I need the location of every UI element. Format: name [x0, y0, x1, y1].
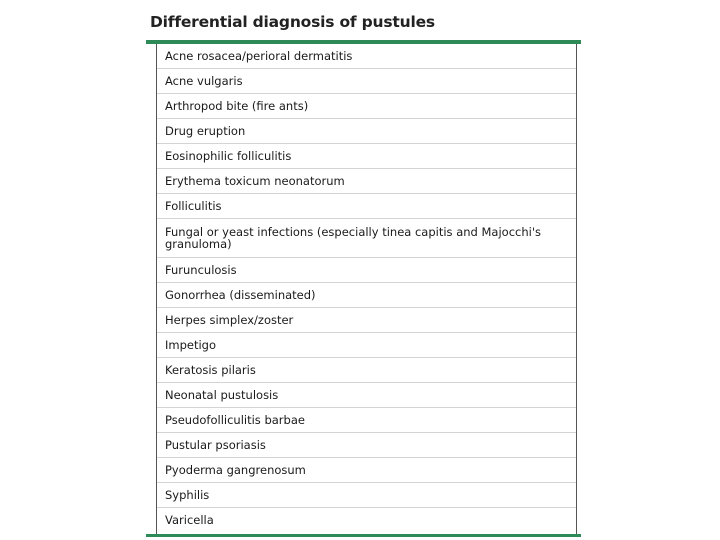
list-item: Furunculosis [157, 258, 576, 283]
list-item: Drug eruption [157, 119, 576, 144]
list-item: Keratosis pilaris [157, 358, 576, 383]
list-item: Pseudofolliculitis barbae [157, 408, 576, 433]
page-title: Differential diagnosis of pustules [150, 13, 435, 31]
list-item: Syphilis [157, 483, 576, 508]
list-item: Impetigo [157, 333, 576, 358]
list-item: Acne vulgaris [157, 69, 576, 94]
list-item: Acne rosacea/perioral dermatitis [157, 44, 576, 69]
list-item: Pustular psoriasis [157, 433, 576, 458]
list-item: Neonatal pustulosis [157, 383, 576, 408]
list-item: Arthropod bite (fire ants) [157, 94, 576, 119]
list-item: Herpes simplex/zoster [157, 308, 576, 333]
list-item: Eosinophilic folliculitis [157, 144, 576, 169]
diagnosis-table [146, 40, 581, 537]
list-item: Gonorrhea (disseminated) [157, 283, 576, 308]
diagnosis-list [146, 44, 581, 532]
list-item: Fungal or yeast infections (especially tinea capitis and Majocchi's granuloma) [157, 219, 576, 258]
list-item: Erythema toxicum neonatorum [157, 169, 576, 194]
list-item: Folliculitis [157, 194, 576, 219]
list-item: Varicella [165, 513, 214, 527]
list-item: Pyoderma gangrenosum [157, 458, 576, 483]
